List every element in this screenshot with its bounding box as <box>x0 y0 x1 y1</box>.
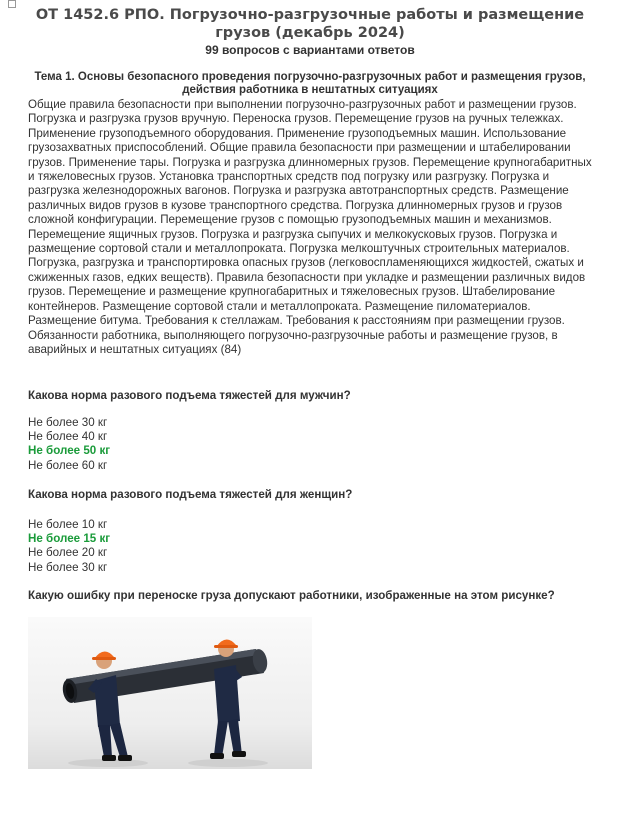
question-3: Какую ошибку при переноске груза допускают работники, изображенные на этом рисунке? <box>28 589 555 602</box>
topic-heading: Тема 1. Основы безопасного проведения погрузочно-разгрузочных работ и размещения грузов, действия работника в нештатных ситуациях <box>34 71 586 96</box>
answer-option: Не более 30 кг <box>28 416 108 429</box>
answer-option: Не более 60 кг <box>28 458 108 472</box>
answer-list-2 <box>28 518 328 575</box>
worker-left <box>88 651 132 761</box>
answer-option: Не более 20 кг <box>28 546 108 560</box>
document-subtitle: 99 вопросов с вариантами ответов <box>205 43 415 57</box>
topic-body: Общие правила безопасности при выполнении погрузочно-разгрузочных работ и размещении грузов. Погрузка и разгрузка грузов вручную. Переноска грузов. Перемещение грузов на ручных тележках. Применение грузоподъемного оборудования. Применение грузоподъемных машин. Использование грузозахватных приспособлений. Общие правила безопасности при размещении и штабелировании грузов. Применение тары. Погрузка и разгрузка длинномерных грузов. Перемещение крупногабаритных и тяжеловесных грузов. Установка транспортных средств под погрузку или разгрузку. Погрузка и разгрузка железнодорожных вагонов. Погрузка и разгрузка автотранспортных средств. Размещение различных видов грузов в кузове транспортного средства. Погрузка длинномерных грузов и грузов сложной конфигурации. Перемещение грузов с помощью грузоподъемных машин и механизмов. Перемещение ящичных грузов. Погрузка и разгрузка сыпучих и мелкокусковых грузов. Погрузка и размещение сортовой стали и металлопроката. Погрузка мелкоштучных строительных материалов. Погрузка, разгрузка и транспортировка опасных грузов (легковоспламеняющихся жидкостей, сжатых и сжиженных газов, едких веществ). Правила безопасности при укладке и размещении различных видов грузов. Перемещение и размещение крупногабаритных и тяжеловесных грузов. Штабелирование контейнеров. Размещение сортовой стали и металлопроката. Размещение пиломатериалов. Размещение битума. Требования к стеллажам. Требования к расстояниям при размещении грузов. Обязанности работника, выполняющего погрузочно-разгрузочные работы и размещение грузов, в аварийных и нештатных ситуациях (84) <box>28 98 592 356</box>
answer-option: Не более 10 кг <box>28 518 108 531</box>
answer-option-correct: Не более 50 кг <box>28 444 111 458</box>
answer-option-correct: Не более 15 кг <box>28 532 111 546</box>
document-title: ОТ 1452.6 РПО. Погрузочно-разгрузочные работы и размещение грузов (декабрь 2024) <box>35 7 585 41</box>
answer-list-1 <box>28 416 328 473</box>
question-1: Какова норма разового подъема тяжестей для мужчин? <box>28 389 351 402</box>
workers-carrying-pipe-figure <box>28 617 312 769</box>
answer-option: Не более 30 кг <box>28 560 108 574</box>
workers-carrying-pipe-illustration-icon <box>28 617 312 769</box>
page-corner-marker-icon <box>8 0 16 8</box>
question-2: Какова норма разового подъема тяжестей для женщин? <box>28 488 353 501</box>
answer-option: Не более 40 кг <box>28 430 108 444</box>
